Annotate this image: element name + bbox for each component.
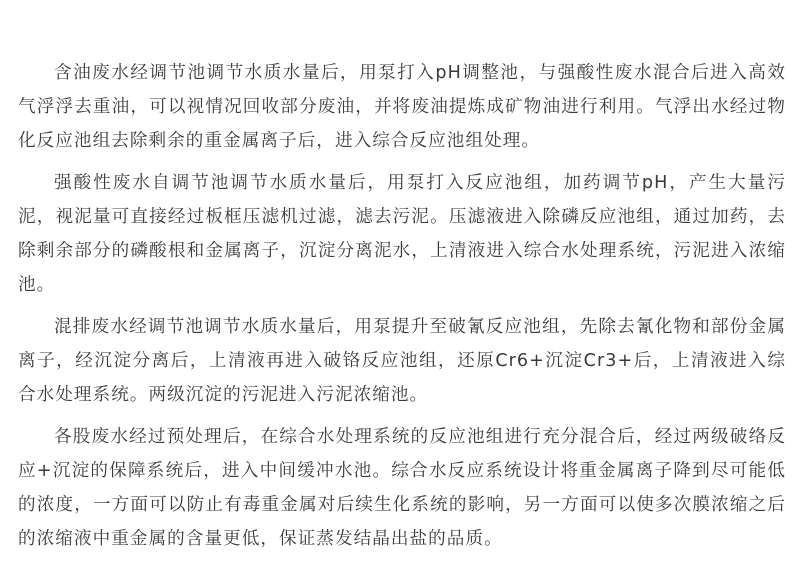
paragraph-strong-acid-wastewater: 强酸性废水自调节池调节水质水量后，用泵打入反应池组，加药调节pH，产生大量污泥，视泥量可直接经过板框压滤机过滤，滤去污泥。压滤液进入除磷反应池组，通过加药，去除剩余部分的磷酸根和金属离子，沉淀分离泥水，上清液进入综合水处理系统，污泥进入浓缩池。	[18, 173, 786, 295]
paragraph-oily-wastewater: 含油废水经调节池调节水质水量后，用泵打入pH调整池，与强酸性废水混合后进入高效气浮浮去重油，可以视情况回收部分废油，并将废油提炼成矿物油进行利用。气浮出水经过物化反应池组去除剩余的重金属离子后，进入综合反应池组处理。	[18, 63, 786, 151]
paragraph-combined-treatment: 各股废水经过预处理后，在综合水处理系统的反应池组进行充分混合后，经过两级破络反应+沉淀的保障系统后，进入中间缓冲水池。综合水反应系统设计将重金属离子降到尽可能低的浓度，一方面可以防止有毒重金属对后续生化系统的影响，另一方面可以使多次膜浓缩之后的浓缩液中重金属的含量更低，保证蒸发结晶出盐的品质。	[18, 427, 786, 549]
document-body	[18, 56, 786, 564]
paragraph-mixed-wastewater: 混排废水经调节池调节水质水量后，用泵提升至破氰反应池组，先除去氰化物和部份金属离子，经沉淀分离后，上清液再进入破铬反应池组，还原Cr6+沉淀Cr3+后，上清液进入综合水处理系统。两级沉淀的污泥进入污泥浓缩池。	[18, 317, 786, 405]
